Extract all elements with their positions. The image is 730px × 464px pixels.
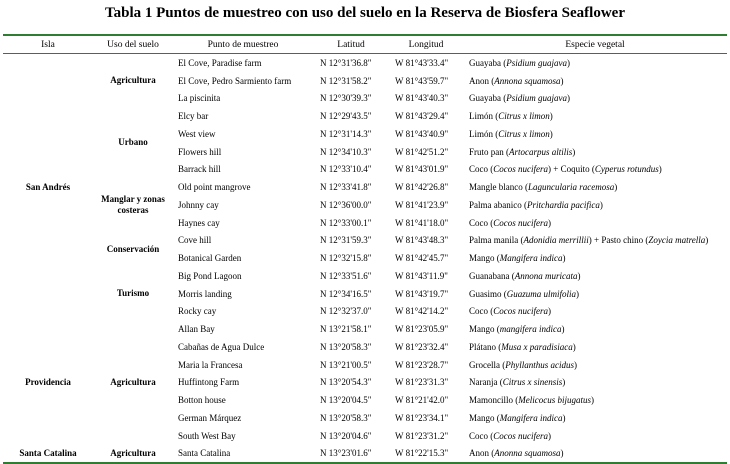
sampling-points-body [3,54,727,462]
longitude-cell: W 81°23'05.9" [395,324,449,335]
common-name: Mamoncillo [469,395,513,406]
longitude-cell: W 81°43'48.3" [395,235,449,246]
table-row [3,178,727,196]
table-row [3,445,727,463]
longitude-cell: W 81°43'40.3" [395,93,449,104]
species-cell: Mango (mangifera indica) [469,324,565,335]
common-name: Limón [469,111,493,122]
common-name: Fruto pan [469,146,504,157]
common-name: Grocella [469,359,500,370]
latitude-cell: N 12°31'14.3" [320,128,372,139]
longitude-cell: W 81°43'19.7" [395,288,449,299]
table-row [3,54,727,72]
table-title: Tabla 1 Puntos de muestreo con uso del suelo en la Reserva de Biosfera Seaflower [105,5,625,21]
scientific-name: Psidium guajava [506,93,567,104]
scientific-name: Anonna squamosa [494,448,561,459]
header-especie: Especie vegetal [565,39,625,50]
land-use-cell: Manglar y zonas costeras [101,193,165,215]
sampling-point-cell: Cove hill [178,235,212,246]
scientific-name: Psidium guajava [506,57,567,68]
sampling-point-cell: Rocky cay [178,306,217,317]
species-cell: Grocella (Phyllanthus acidus) [469,359,577,370]
common-name: Naranja [469,377,498,388]
latitude-cell: N 12°36'00.0" [320,199,372,210]
scientific-name: Laguncularia racemosa [527,182,615,193]
scientific-name: Citrus x limon [498,128,550,139]
species-cell: Palma manila (Adonidia merrillii) + Pasto chino (Zoycia matrella) [469,235,709,246]
longitude-cell: W 81°42'26.8" [395,182,449,193]
header-punto: Punto de muestreo [207,39,279,50]
sampling-point-cell: Botton house [178,395,226,406]
species-cell: Coco (Cocos nucifera) [469,430,551,441]
sampling-point-cell: Santa Catalina [178,448,231,459]
scientific-name: Cocos nucifera [493,217,548,228]
longitude-cell: W 81°23'34.1" [395,412,449,423]
scientific-name: Mangifera indica [499,253,563,264]
latitude-cell: N 13°20'04.6" [320,430,372,441]
sampling-point-cell: Flowers hill [178,146,222,157]
common-name: Guayaba [469,57,501,68]
species-cell: Guanabana (Annona muricata) [469,270,581,281]
scientific-name: Zoycia matrella [648,235,706,246]
longitude-cell: W 81°22'15.3" [395,448,449,459]
common-name: Mango [469,324,495,335]
species-cell: Guayaba (Psidium guajava) [469,57,570,68]
header-latitud: Latitud [337,39,365,50]
longitude-cell: W 81°21'42.0" [395,395,449,406]
longitude-cell: W 81°43'29.4" [395,111,449,122]
longitude-cell: W 81°41'18.0" [395,217,449,228]
scientific-name: Adonidia merrillii [523,235,589,246]
longitude-cell: W 81°43'11.9" [395,270,448,281]
species-cell: Limón (Citrus x limon) [469,128,553,139]
species-cell: Coco (Cocos nucifera) [469,306,551,317]
sampling-point-cell: Cabañas de Agua Dulce [178,341,265,352]
latitude-cell: N 12°32'37.0" [320,306,372,317]
latitude-cell: N 12°33'41.8" [320,182,372,193]
longitude-cell: W 81°43'59.7" [395,75,449,86]
common-name: Anon [469,448,489,459]
scientific-name: Melicocus bijugatus [518,395,591,406]
common-name: Mango [469,412,495,423]
sampling-point-cell: Old point mangrove [178,182,251,193]
common-name: Palma abanico [469,199,522,210]
longitude-cell: W 81°42'45.7" [395,253,449,264]
island-cell: Providencia [25,376,71,387]
longitude-cell: W 81°43'33.4" [395,57,449,68]
longitude-cell: W 81°43'01.9" [395,164,449,175]
common-name: Pasto chino [601,235,644,246]
common-name: Guanabana [469,270,510,281]
scientific-name: Annona squamosa [494,75,561,86]
species-cell: Plátano (Musa x paradisiaca) [469,341,576,352]
latitude-cell: N 12°33'10.4" [320,164,372,175]
species-cell: Fruto pan (Artocarpus altilis) [469,146,576,157]
sampling-point-cell: Huffintong Farm [178,377,240,388]
sampling-point-cell: Haynes cay [178,217,220,228]
sampling-point-cell: El Cove, Pedro Sarmiento farm [178,75,292,86]
latitude-cell: N 12°29'43.5" [320,111,372,122]
longitude-cell: W 81°42'51.2" [395,146,449,157]
sampling-point-cell: Maria la Francesa [178,359,243,370]
longitude-cell: W 81°23'28.7" [395,359,449,370]
common-name: Limón [469,128,493,139]
common-name: Mangle blanco [469,182,523,193]
common-name: Coco [469,217,488,228]
scientific-name: mangifera indica [499,324,562,335]
scientific-name: Phyllanthus acidus [505,359,574,370]
latitude-cell: N 13°20'58.3" [320,412,372,423]
common-name: Mango [469,253,495,264]
latitude-cell: N 13°23'01.6" [320,448,372,459]
scientific-name: Musa x paradisiaca [501,341,573,352]
latitude-cell: N 12°31'59.3" [320,235,372,246]
header-longitud: Longitud [408,39,444,50]
latitude-cell: N 12°33'51.6" [320,270,372,281]
species-cell: Naranja (Citrus x sinensis) [469,377,566,388]
sampling-point-cell: Botanical Garden [178,253,242,264]
latitude-cell: N 12°33'00.1" [320,217,372,228]
land-use-cell: Urbano [118,137,148,148]
latitude-cell: N 12°31'36.8" [320,57,372,68]
sampling-point-cell: Big Pond Lagoon [178,270,242,281]
species-cell: Guasimo (Guazuma ulmifolia) [469,288,580,299]
sampling-point-cell: South West Bay [178,430,236,441]
sampling-point-cell: Allan Bay [178,324,215,335]
species-cell: Anon (Annona squamosa) [469,75,564,86]
species-cell: Mango (Mangifera indica) [469,253,566,264]
table-row [3,267,727,285]
sampling-point-cell: Morris landing [178,288,232,299]
species-cell: Mango (Mangifera indica) [469,412,566,423]
scientific-name: Annona muricata [514,270,578,281]
latitude-cell: N 13°20'58.3" [320,341,372,352]
land-use-cell: Conservación [106,243,160,254]
sampling-point-cell: West view [178,128,216,139]
scientific-name: Artocarpus altilis [509,146,573,157]
species-cell: Guayaba (Psidium guajava) [469,93,570,104]
latitude-cell: N 13°21'58.1" [320,324,372,335]
common-name: Coco [469,306,488,317]
longitude-cell: W 81°23'31.2" [395,430,449,441]
sampling-point-cell: German Márquez [178,412,242,423]
latitude-cell: N 13°21'00.5" [320,359,372,370]
island-cell: Santa Catalina [19,447,77,458]
sampling-point-cell: La piscinita [178,93,221,104]
latitude-cell: N 13°20'04.5" [320,395,372,406]
sampling-point-cell: Elcy bar [178,111,209,122]
header-row [3,36,727,53]
scientific-name: Mangifera indica [499,412,563,423]
common-name: Guayaba [469,93,501,104]
species-cell: Limón (Citrus x limon) [469,111,553,122]
common-name: Coco [469,430,488,441]
latitude-cell: N 13°20'54.3" [320,377,372,388]
sampling-points-table [3,36,727,53]
table-row [3,320,727,338]
longitude-cell: W 81°43'40.9" [395,128,449,139]
common-name: Coquito [560,164,590,175]
species-cell: Coco (Cocos nucifera) [469,217,551,228]
scientific-name: Cocos nucifera [493,164,548,175]
longitude-cell: W 81°41'23.9" [395,199,449,210]
latitude-cell: N 12°34'16.5" [320,288,372,299]
species-cell: Anon (Anonna squamosa) [469,448,564,459]
table-row [3,232,727,250]
species-cell: Mangle blanco (Laguncularia racemosa) [469,182,618,193]
latitude-cell: N 12°34'10.3" [320,146,372,157]
table-row [3,107,727,125]
scientific-name: Cocos nucifera [493,306,548,317]
common-name: Guasimo [469,288,502,299]
species-cell: Mamoncillo (Melicocus bijugatus) [469,395,594,406]
common-name: Coco [469,164,488,175]
table-container [3,34,727,464]
sampling-point-cell: Johnny cay [178,199,219,210]
land-use-cell: Agricultura [110,376,156,387]
sampling-point-cell: Barrack hill [178,164,221,175]
land-use-cell: Agricultura [110,75,156,86]
land-use-cell: Turismo [116,288,150,299]
scientific-name: Cyperus rotundus [594,164,659,175]
scientific-name: Citrus x limon [498,111,550,122]
latitude-cell: N 12°30'39.3" [320,93,372,104]
common-name: Anon [469,75,489,86]
land-use-cell: Agricultura [110,447,156,458]
common-name: Plátano [469,341,496,352]
scientific-name: Citrus x sinensis [502,377,563,388]
longitude-cell: W 81°42'14.2" [395,306,449,317]
species-cell: Coco (Cocos nucifera) + Coquito (Cyperus rotundus) [469,164,662,175]
longitude-cell: W 81°23'32.4" [395,341,449,352]
island-cell: San Andrés [25,181,71,192]
species-cell: Palma abanico (Pritchardia pacifica) [469,199,603,210]
header-isla: Isla [41,39,55,50]
scientific-name: Guazuma ulmifolia [506,288,577,299]
scientific-name: Pritchardia pacifica [526,199,600,210]
latitude-cell: N 12°31'58.2" [320,75,372,86]
common-name: Palma manila [469,235,519,246]
scientific-name: Cocos nucifera [493,430,548,441]
header-uso: Uso del suelo [107,39,159,50]
latitude-cell: N 12°32'15.8" [320,253,372,264]
longitude-cell: W 81°23'31.3" [395,377,449,388]
sampling-point-cell: El Cove, Paradise farm [178,57,262,68]
